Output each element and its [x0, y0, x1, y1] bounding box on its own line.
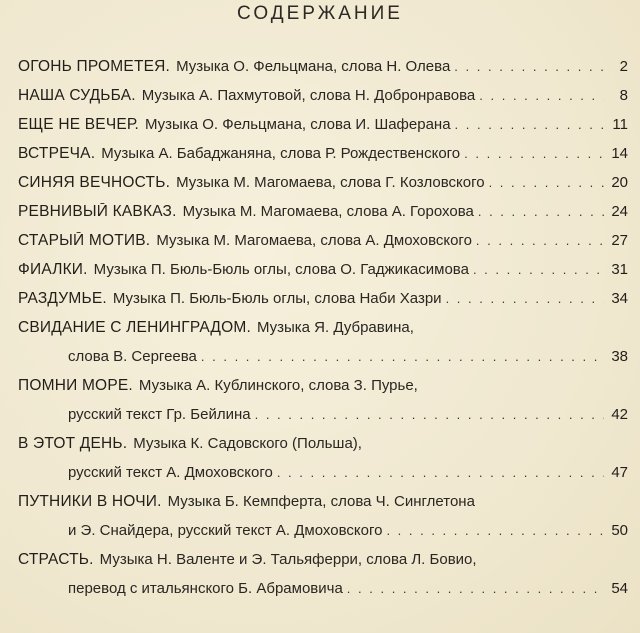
page-number: 31: [611, 261, 628, 278]
toc-entry: [18, 261, 628, 290]
song-credits: Музыка А. Бабаджаняна, слова Р. Рождественского: [101, 145, 461, 162]
toc-entry: [18, 116, 628, 145]
dot-leader: [201, 349, 604, 364]
song-credits: Музыка А. Кублинского, слова З. Пурье,: [138, 377, 418, 394]
song-title: СВИДАНИЕ С ЛЕНИНГРАДОМ.: [18, 319, 251, 336]
toc-entry: [18, 435, 628, 493]
toc-entry-first-line: [18, 290, 628, 319]
toc-entry: [18, 319, 628, 377]
page-number: 42: [611, 406, 628, 423]
toc-entry: [18, 174, 628, 203]
song-credits: Музыка П. Бюль-Бюль оглы, слова Наби Хазри: [112, 290, 442, 307]
table-of-contents: [18, 58, 628, 609]
toc-entry-first-line: [18, 174, 628, 203]
page-number: 14: [611, 145, 628, 162]
page-number: 11: [612, 116, 628, 133]
song-credits: Музыка О. Фельцмана, слова И. Шаферана: [145, 116, 451, 133]
song-credits: перевод с итальянского Б. Абрамовича: [68, 580, 343, 597]
song-title: РАЗДУМЬЕ.: [18, 290, 107, 307]
toc-entry: [18, 290, 628, 319]
song-title: НАША СУДЬБА.: [18, 87, 136, 104]
dot-leader: [476, 233, 604, 248]
toc-entry: [18, 58, 628, 87]
toc-entry-first-line: [18, 58, 628, 87]
song-credits: Музыка Н. Валенте и Э. Тальяферри, слова Л. Бовио,: [99, 551, 477, 568]
toc-entry-first-line: [18, 551, 628, 580]
page-number: 24: [611, 203, 628, 220]
dot-leader: [478, 204, 604, 219]
toc-entry-first-line: [18, 435, 628, 464]
toc-entry: [18, 232, 628, 261]
dot-leader: [489, 175, 604, 190]
toc-entry-first-line: [18, 203, 628, 232]
page-number: 54: [611, 580, 628, 597]
dot-leader: [347, 581, 604, 596]
toc-entry-continuation-line: [18, 580, 628, 609]
song-title: СИНЯЯ ВЕЧНОСТЬ.: [18, 174, 171, 191]
song-credits: и Э. Снайдера, русский текст А. Дмоховского: [68, 522, 383, 539]
song-credits: Музыка О. Фельцмана, слова Н. Олева: [176, 58, 451, 75]
song-credits: русский текст А. Дмоховского: [68, 464, 273, 481]
song-title: ЕЩЕ НЕ ВЕЧЕР.: [18, 116, 140, 133]
toc-entry: [18, 377, 628, 435]
toc-entry-first-line: [18, 377, 628, 406]
song-title: ПОМНИ МОРЕ.: [18, 377, 133, 394]
song-title: ВСТРЕЧА.: [18, 145, 96, 162]
song-credits: Музыка К. Садовского (Польша),: [133, 435, 362, 452]
page-number: 47: [611, 464, 628, 481]
song-credits: Музыка Б. Кемпферта, слова Ч. Синглетона: [167, 493, 475, 510]
dot-leader: [277, 465, 604, 480]
song-title: ПУТНИКИ В НОЧИ.: [18, 493, 162, 510]
song-credits: слова В. Сергеева: [68, 348, 197, 365]
toc-entry-continuation-line: [18, 406, 628, 435]
toc-entry-first-line: [18, 87, 628, 116]
dot-leader: [454, 59, 604, 74]
dot-leader: [255, 407, 604, 422]
toc-entry-first-line: [18, 319, 628, 348]
toc-entry: [18, 551, 628, 609]
toc-entry-first-line: [18, 116, 628, 145]
dot-leader: [455, 117, 604, 132]
dot-leader: [473, 262, 604, 277]
page-number: 2: [619, 58, 628, 75]
page-number: 8: [619, 87, 628, 104]
page-number: 34: [611, 290, 628, 307]
dot-leader: [479, 88, 604, 103]
song-credits: Музыка А. Пахмутовой, слова Н. Добронравова: [141, 87, 476, 104]
song-title: ОГОНЬ ПРОМЕТЕЯ.: [18, 58, 171, 75]
song-title: СТАРЫЙ МОТИВ.: [18, 232, 151, 249]
page-number: 38: [611, 348, 628, 365]
page-number: 27: [611, 232, 628, 249]
toc-entry-first-line: [18, 261, 628, 290]
song-credits: Музыка М. Магомаева, слова Г. Козловского: [176, 174, 485, 191]
song-credits: Музыка М. Магомаева, слова А. Дмоховского: [156, 232, 472, 249]
toc-entry: [18, 203, 628, 232]
toc-entry: [18, 87, 628, 116]
song-credits: русский текст Гр. Бейлина: [68, 406, 251, 423]
song-credits: Музыка М. Магомаева, слова А. Горохова: [182, 203, 474, 220]
page-number: 20: [611, 174, 628, 191]
song-title: СТРАСТЬ.: [18, 551, 94, 568]
song-credits: Музыка Я. Дубравина,: [256, 319, 414, 336]
toc-entry-continuation-line: [18, 348, 628, 377]
toc-entry-continuation-line: [18, 522, 628, 551]
song-title: РЕВНИВЫЙ КАВКАЗ.: [18, 203, 177, 220]
song-title: В ЭТОТ ДЕНЬ.: [18, 435, 128, 452]
dot-leader: [386, 523, 604, 538]
page-number: 50: [611, 522, 628, 539]
song-title: ФИАЛКИ.: [18, 261, 88, 278]
toc-entry-first-line: [18, 493, 628, 522]
toc-entry: [18, 493, 628, 551]
page-heading: СОДЕРЖАНИЕ: [237, 3, 403, 24]
dot-leader: [464, 146, 604, 161]
dot-leader: [446, 291, 604, 306]
song-credits: Музыка П. Бюль-Бюль оглы, слова О. Гаджикасимова: [93, 261, 469, 278]
toc-entry-first-line: [18, 232, 628, 261]
toc-entry-continuation-line: [18, 464, 628, 493]
toc-entry-first-line: [18, 145, 628, 174]
toc-entry: [18, 145, 628, 174]
